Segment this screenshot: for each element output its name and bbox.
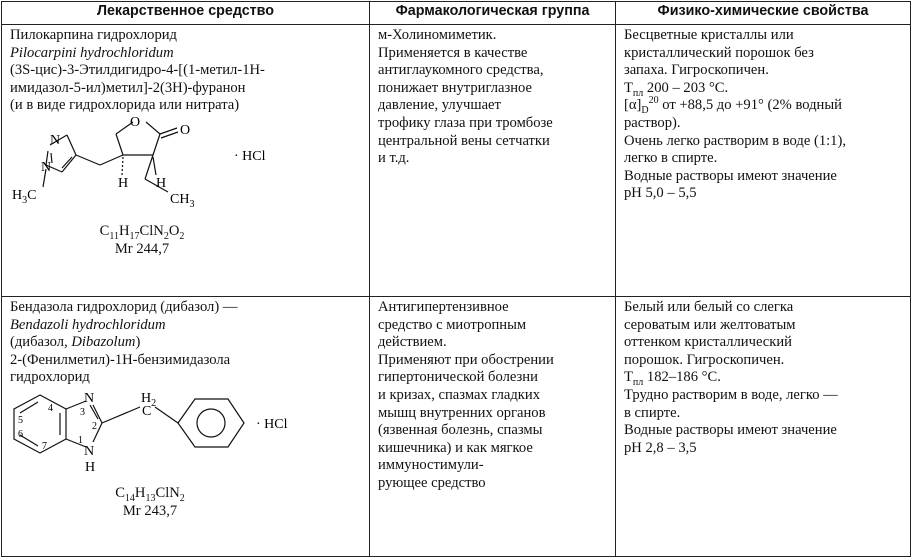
bendazol-structure: [10, 389, 310, 485]
props-line: Очень легко растворим в воде (1:1),: [624, 132, 846, 149]
drug-cell-pilocarpine: [2, 25, 370, 297]
props-line: Белый или белый со слегка: [624, 299, 794, 315]
pharm-line: понижает внутриглазное: [378, 79, 532, 96]
struct-atom: C: [142, 403, 152, 419]
struct-atom: O: [130, 116, 141, 130]
hcl-label: · HCl: [256, 416, 288, 432]
pharm-cell-pilocarpine: [370, 25, 616, 297]
ring-locant: 2: [92, 420, 97, 432]
melting-point: $Т_{пл}$ 200 – 203 °С.: [624, 79, 729, 99]
props-line: сероватым или желтоватым: [624, 316, 796, 333]
props-line: легко в спирте.: [624, 150, 718, 167]
pharm-line: давление, улучшает: [378, 97, 501, 114]
molecular-weight: Mr 243,7: [122, 502, 178, 519]
molecular-weight: Mr 244,7: [114, 240, 170, 257]
pharm-line: мышц внутренних органов: [378, 404, 546, 421]
ring-locant: 4: [48, 402, 53, 414]
pharm-line: кишечника) и как мягкое: [378, 439, 533, 456]
struct-atom: O: [180, 122, 191, 138]
struct-atom: N: [84, 443, 95, 459]
drug-latin-name: Bendazoli hydrochloridum: [10, 316, 166, 333]
pharm-line: и т.д.: [378, 150, 410, 167]
pharm-line: (язвенная болезнь, спазмы: [378, 422, 543, 439]
chem-name-line: имидазол-5-ил)метил]-2(3Н)-фуранон: [10, 79, 246, 96]
header-drug: Лекарственное средство: [2, 2, 370, 25]
props-line: порошок. Гигроскопичен.: [624, 351, 785, 368]
struct-atom: H: [118, 175, 129, 191]
ring-locant: 5: [18, 414, 23, 426]
pharm-line: Применяется в качестве: [378, 44, 528, 61]
table-row: [2, 297, 911, 557]
chem-name-line: гидрохлорид: [10, 369, 90, 386]
props-line: оттенком кристаллический: [624, 334, 792, 351]
pharm-line: рующее средство: [378, 474, 486, 491]
header-row: [2, 2, 911, 25]
pharm-line: средство с миотропным: [378, 316, 527, 333]
struct-atom: N: [41, 159, 52, 175]
props-cell-pilocarpine: [616, 25, 911, 297]
hcl-label: · HCl: [234, 148, 266, 164]
pilocarpine-structure: [10, 117, 280, 223]
ring-locant: 1: [78, 434, 83, 446]
struct-atom: H: [156, 175, 167, 191]
props-line: Бесцветные кристаллы или: [624, 27, 794, 43]
drug-cell-bendazol: [2, 297, 370, 557]
struct-ethyl: $CH_3$: [170, 191, 195, 210]
header-pharm-group: Фармакологическая группа: [370, 2, 616, 25]
pharm-line: Антигипертензивное: [378, 299, 509, 315]
melting-point: $Т_{пл}$ 182–186 °С.: [624, 369, 721, 389]
props-line: Трудно растворим в воде, легко —: [624, 386, 838, 403]
props-line: в спирте.: [624, 404, 681, 421]
struct-methyl: $H_3C$: [12, 187, 37, 206]
pharm-line: Применяют при обострении: [378, 351, 554, 368]
pharm-line: иммуностимули-: [378, 457, 484, 474]
drug-table: [1, 1, 911, 557]
props-line: кристаллический порошок без: [624, 44, 814, 61]
chem-name-line: (и в виде гидрохлорида или нитрата): [10, 97, 240, 114]
pharm-line: и кризах, спазмах гладких: [378, 386, 540, 403]
props-cell-bendazol: [616, 297, 911, 557]
table-row: [2, 25, 911, 297]
props-line: раствор).: [624, 114, 681, 131]
props-line: pH 2,8 – 3,5: [624, 439, 697, 456]
drug-name: Пилокарпина гидрохлорид: [10, 27, 177, 43]
struct-atom: N: [84, 390, 95, 406]
ring-locant: 3: [80, 406, 85, 418]
molecular-formula: $C_{14}H_{13}ClN_2$: [115, 484, 185, 504]
struct-ch2: $H_2$: [141, 390, 157, 409]
drug-name: Бендазола гидрохлорид (дибазол) —: [10, 299, 238, 315]
ring-locant: 7: [42, 440, 47, 452]
drug-alt-name: (дибазол, Dibazolum): [10, 334, 141, 351]
pharm-cell-bendazol: [370, 297, 616, 557]
pharm-line: действием.: [378, 334, 447, 351]
header-properties: Физико-химические свойства: [616, 2, 911, 25]
props-line: pH 5,0 – 5,5: [624, 185, 697, 202]
chem-name-line: (3S-цис)-3-Этилдигидро-4-[(1-метил-1Н-: [10, 62, 265, 79]
struct-atom: N: [50, 132, 61, 148]
molecular-formula: $C_{11}H_{17}ClN_2O_2$: [99, 222, 185, 242]
chem-name-line: 2-(Фенилметил)-1Н-бензимидазола: [10, 351, 231, 368]
ring-locant: 6: [18, 428, 23, 440]
props-line: запаха. Гигроскопичен.: [624, 62, 769, 79]
pharm-line: центральной вены сетчатки: [378, 132, 550, 149]
pharm-line: трофику глаза при тромбозе: [378, 114, 553, 131]
specific-rotation: $[\alpha]_D^{20}$ от +88,5 до +91° (2% водный: [624, 95, 842, 117]
pharm-line: антиглаукомного средства,: [378, 62, 544, 79]
pharm-line: м-Холиномиметик.: [378, 27, 497, 43]
props-line: Водные растворы имеют значение: [624, 422, 837, 439]
props-line: Водные растворы имеют значение: [624, 167, 837, 184]
struct-atom: H: [85, 459, 96, 475]
drug-latin-name: Pilocarpini hydrochloridum: [10, 44, 174, 61]
pharm-line: гипертонической болезни: [378, 369, 538, 386]
